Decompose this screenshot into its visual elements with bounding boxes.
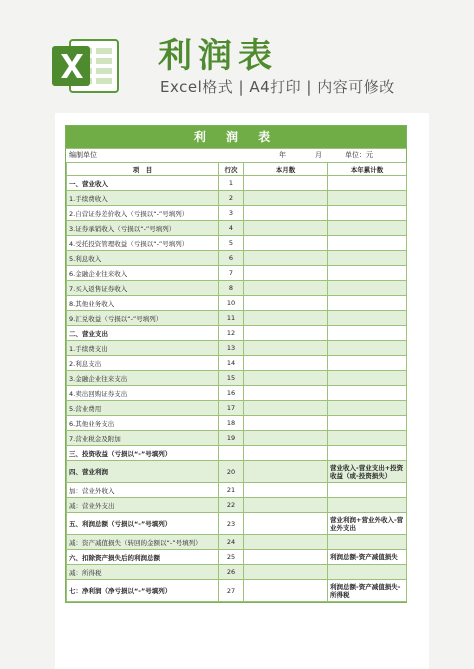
- table-row: [67, 266, 407, 281]
- sheet-title: 利 润 表: [66, 126, 406, 148]
- row-item: 减：所得税: [67, 565, 219, 580]
- row-line-number: 15: [219, 371, 244, 386]
- table-row: [67, 176, 407, 191]
- row-ytd-value[interactable]: [328, 341, 407, 356]
- row-item: 2.自营证券差价收入（亏损以“-”号填列）: [67, 206, 219, 221]
- row-line-number: 24: [219, 535, 244, 550]
- row-line-number: 17: [219, 401, 244, 416]
- table-row: [67, 483, 407, 498]
- table-row: [67, 580, 407, 602]
- row-month-value[interactable]: [244, 206, 328, 221]
- row-line-number: 20: [219, 461, 244, 483]
- table-row: [67, 513, 407, 535]
- row-month-value[interactable]: [244, 498, 328, 513]
- col-header-month: 本月数: [244, 163, 328, 176]
- row-item: 一、营业收入: [67, 176, 219, 191]
- row-line-number: 19: [219, 431, 244, 446]
- table-row: [67, 281, 407, 296]
- row-line-number: 7: [219, 266, 244, 281]
- row-line-number: 22: [219, 498, 244, 513]
- row-month-value[interactable]: [244, 513, 328, 535]
- table-header-row: [67, 163, 407, 176]
- income-statement-sheet: [65, 125, 407, 603]
- row-line-number: 16: [219, 386, 244, 401]
- header: [0, 0, 474, 118]
- row-line-number: 27: [219, 580, 244, 602]
- row-ytd-value[interactable]: 营业利润+营业外收入-营业外支出: [328, 513, 407, 535]
- row-month-value[interactable]: [244, 236, 328, 251]
- col-header-line: 行次: [219, 163, 244, 176]
- row-month-value[interactable]: [244, 356, 328, 371]
- row-line-number: 26: [219, 565, 244, 580]
- row-ytd-value[interactable]: [328, 236, 407, 251]
- row-line-number: 2: [219, 191, 244, 206]
- table-row: [67, 416, 407, 431]
- row-ytd-value[interactable]: [328, 191, 407, 206]
- document-title: 利润表: [158, 36, 278, 76]
- row-ytd-value[interactable]: [328, 498, 407, 513]
- row-ytd-value[interactable]: [328, 296, 407, 311]
- table-row: [67, 535, 407, 550]
- document-subtitle: Excel格式 | A4打印 | 内容可修改: [160, 78, 395, 96]
- row-ytd-value[interactable]: [328, 266, 407, 281]
- row-month-value[interactable]: [244, 565, 328, 580]
- row-ytd-value[interactable]: [328, 311, 407, 326]
- table-row: [67, 550, 407, 565]
- row-item: 减：营业外支出: [67, 498, 219, 513]
- row-ytd-value[interactable]: [328, 176, 407, 191]
- row-month-value[interactable]: [244, 461, 328, 483]
- row-month-value[interactable]: [244, 535, 328, 550]
- row-item: 4.卖出回购证券支出: [67, 386, 219, 401]
- row-ytd-value[interactable]: [328, 565, 407, 580]
- row-month-value[interactable]: [244, 431, 328, 446]
- table-row: [67, 221, 407, 236]
- row-item: 六、扣除资产损失后的利润总额: [67, 550, 219, 565]
- row-line-number: 1: [219, 176, 244, 191]
- row-month-value[interactable]: [244, 416, 328, 431]
- row-ytd-value[interactable]: [328, 206, 407, 221]
- row-month-value[interactable]: [244, 401, 328, 416]
- row-month-value[interactable]: [244, 296, 328, 311]
- row-month-value[interactable]: [244, 386, 328, 401]
- row-month-value[interactable]: [244, 191, 328, 206]
- row-line-number: 25: [219, 550, 244, 565]
- row-item: 减：资产减值损失（转回的金额以“-”号填列）: [67, 535, 219, 550]
- table-row: [67, 356, 407, 371]
- row-line-number: 18: [219, 416, 244, 431]
- table-row: [67, 311, 407, 326]
- row-line-number: [219, 446, 244, 461]
- row-line-number: 4: [219, 221, 244, 236]
- row-month-value[interactable]: [244, 176, 328, 191]
- row-item: 5.营业费用: [67, 401, 219, 416]
- row-month-value[interactable]: [244, 580, 328, 602]
- row-ytd-value[interactable]: [328, 483, 407, 498]
- year-label: 年: [279, 151, 286, 159]
- row-line-number: 12: [219, 326, 244, 341]
- col-header-ytd: 本年累计数: [328, 163, 407, 176]
- row-ytd-value[interactable]: [328, 401, 407, 416]
- row-month-value[interactable]: [244, 281, 328, 296]
- row-item: 3.证券承销收入（亏损以“-”号填列）: [67, 221, 219, 236]
- row-item: 5.利息收入: [67, 251, 219, 266]
- row-ytd-value[interactable]: [328, 251, 407, 266]
- table-row: [67, 296, 407, 311]
- row-ytd-value[interactable]: [328, 446, 407, 461]
- row-ytd-value[interactable]: [328, 386, 407, 401]
- row-ytd-value[interactable]: [328, 371, 407, 386]
- row-item: 8.其他业务收入: [67, 296, 219, 311]
- row-item: 3.金融企业往来支出: [67, 371, 219, 386]
- row-item: 三、投资收益（亏损以“-”号填列）: [67, 446, 219, 461]
- row-month-value[interactable]: [244, 483, 328, 498]
- row-month-value[interactable]: [244, 326, 328, 341]
- row-item: 7.营业税金及附加: [67, 431, 219, 446]
- row-month-value[interactable]: [244, 341, 328, 356]
- row-line-number: 6: [219, 251, 244, 266]
- row-item: 9.汇兑收益（亏损以“-”号填列）: [67, 311, 219, 326]
- row-item: 加：营业外收入: [67, 483, 219, 498]
- table-row: [67, 371, 407, 386]
- row-month-value[interactable]: [244, 266, 328, 281]
- row-month-value[interactable]: [244, 311, 328, 326]
- row-item: 7.买入返售证券收入: [67, 281, 219, 296]
- row-line-number: 8: [219, 281, 244, 296]
- row-line-number: 11: [219, 311, 244, 326]
- unit-label: 编制单位: [69, 151, 97, 159]
- table-row: [67, 386, 407, 401]
- row-ytd-value[interactable]: [328, 535, 407, 550]
- row-line-number: 10: [219, 296, 244, 311]
- row-item: 1.手续费支出: [67, 341, 219, 356]
- row-month-value[interactable]: [244, 221, 328, 236]
- row-ytd-value[interactable]: 营业收入-营业支出+投资收益（或-投资损失）: [328, 461, 407, 483]
- row-item: 1.手续费收入: [67, 191, 219, 206]
- month-label: 月: [315, 151, 322, 159]
- table-row: [67, 251, 407, 266]
- table-row: [67, 236, 407, 251]
- row-line-number: 14: [219, 356, 244, 371]
- row-month-value[interactable]: [244, 446, 328, 461]
- row-item: 二、营业支出: [67, 326, 219, 341]
- row-item: 七：净利润（净亏损以“-”号填列）: [67, 580, 219, 602]
- row-item: 6.其他业务支出: [67, 416, 219, 431]
- table-row: [67, 341, 407, 356]
- table-row: [67, 498, 407, 513]
- income-table: [66, 162, 407, 602]
- table-row: [67, 431, 407, 446]
- row-ytd-value[interactable]: [328, 326, 407, 341]
- row-item: 4.受托投资管理收益（亏损以“-”号填列）: [67, 236, 219, 251]
- row-line-number: 3: [219, 206, 244, 221]
- row-item: 6.金融企业往来收入: [67, 266, 219, 281]
- row-line-number: 23: [219, 513, 244, 535]
- table-row: [67, 206, 407, 221]
- row-line-number: 13: [219, 341, 244, 356]
- row-month-value[interactable]: [244, 550, 328, 565]
- row-line-number: 5: [219, 236, 244, 251]
- table-row: [67, 401, 407, 416]
- row-ytd-value[interactable]: 利润总额-资产减值损失-所得税: [328, 580, 407, 602]
- currency-label: 单位：元: [345, 151, 373, 159]
- row-item: 五、利润总额（亏损以“-”号填列）: [67, 513, 219, 535]
- row-ytd-value[interactable]: [328, 281, 407, 296]
- row-ytd-value[interactable]: [328, 356, 407, 371]
- table-row: [67, 565, 407, 580]
- table-row: [67, 461, 407, 483]
- row-ytd-value[interactable]: [328, 221, 407, 236]
- table-row: [67, 191, 407, 206]
- row-month-value[interactable]: [244, 371, 328, 386]
- table-row: [67, 446, 407, 461]
- col-header-item: 项 目: [67, 163, 219, 176]
- row-line-number: 21: [219, 483, 244, 498]
- row-month-value[interactable]: [244, 251, 328, 266]
- row-ytd-value[interactable]: [328, 416, 407, 431]
- row-ytd-value[interactable]: [328, 431, 407, 446]
- row-ytd-value[interactable]: 利润总额-资产减值损失: [328, 550, 407, 565]
- row-item: 四、营业利润: [67, 461, 219, 483]
- meta-row: [66, 148, 406, 162]
- table-row: [67, 326, 407, 341]
- row-item: 2.利息支出: [67, 356, 219, 371]
- excel-icon: [52, 38, 120, 94]
